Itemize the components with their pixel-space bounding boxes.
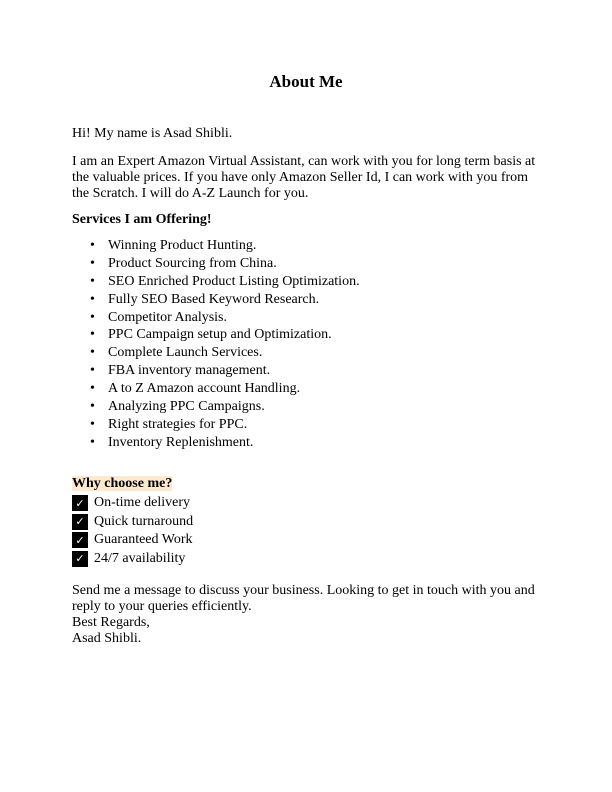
why-text: On-time delivery [94,495,191,511]
list-item [72,291,360,309]
service-text: Product Sourcing from China. [108,255,277,271]
why-text: 24/7 availability [94,550,186,566]
list-item [72,434,360,452]
signature: Asad Shibli. [72,631,142,646]
list-item [72,344,360,362]
list-item [72,237,360,255]
bullet-icon: • [90,363,95,379]
why-text: Guaranteed Work [94,532,193,548]
checkmark-icon: ✓ [72,532,88,548]
services-list [72,237,360,452]
service-text: Fully SEO Based Keyword Research. [108,291,320,307]
service-text: A to Z Amazon account Handling. [108,381,301,397]
bullet-icon: • [90,416,95,432]
service-text: Inventory Replenishment. [108,434,254,450]
why-heading-wrap [72,476,542,492]
bullet-icon: • [90,434,95,450]
bullet-icon: • [90,238,95,253]
service-text: Analyzing PPC Campaigns. [108,399,265,415]
list-item [72,326,360,344]
bullet-icon: • [90,255,95,271]
why-item [72,550,193,569]
service-text: Complete Launch Services. [108,345,263,361]
service-text: FBA inventory management. [108,363,271,379]
list-item [72,273,360,291]
bullet-icon: • [90,345,95,361]
services-heading: Services I am Offering! [72,212,212,227]
bullet-icon: • [90,309,95,325]
list-item [72,309,360,327]
why-text: Quick turnaround [94,513,194,529]
service-text: Right strategies for PPC. [108,416,248,432]
list-item [72,362,360,380]
checkmark-icon: ✓ [72,495,88,511]
bullet-icon: • [90,327,95,343]
why-list [72,494,193,568]
why-item [72,531,193,550]
list-item [72,380,360,398]
service-text: Competitor Analysis. [108,309,227,325]
greeting: Hi! My name is Asad Shibli. [72,126,233,141]
intro-paragraph: I am an Expert Amazon Virtual Assistant, can work with you for long term basis at the valuable prices. If you have only Amazon Seller Id, I can work with you from the Scratch. I will do A-Z Launch for you. [72,154,536,201]
list-item [72,255,360,273]
why-item [72,494,193,513]
bullet-icon: • [90,273,95,289]
checkmark-icon: ✓ [72,551,88,567]
closing-paragraph: Send me a message to discuss your business. Looking to get in touch with you and reply to your queries efficiently. [72,583,535,614]
regards: Best Regards, [72,615,150,630]
list-item [72,398,360,416]
checkmark-icon: ✓ [72,514,88,530]
why-heading: Why choose me? [72,476,173,491]
why-item [72,513,193,532]
service-text: PPC Campaign setup and Optimization. [108,327,332,343]
bullet-icon: • [90,381,95,397]
service-text: SEO Enriched Product Listing Optimization. [108,273,360,289]
bullet-icon: • [90,291,95,307]
service-text: Winning Product Hunting. [108,238,257,253]
list-item [72,416,360,434]
page-title: About Me [269,72,343,91]
bullet-icon: • [90,399,95,415]
